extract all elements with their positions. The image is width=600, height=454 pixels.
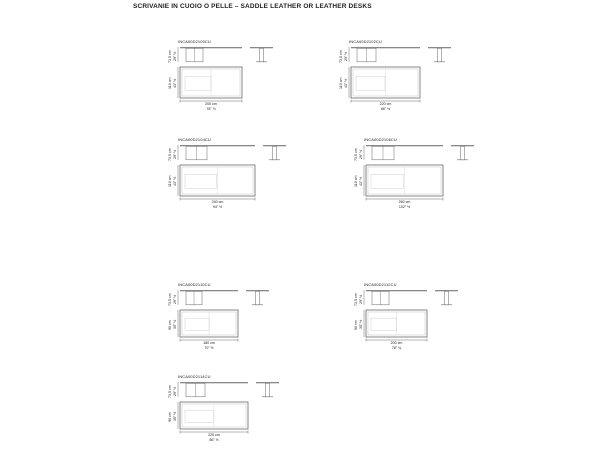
height-in-label: 29" ½ [359, 149, 363, 159]
desk-drawing [168, 137, 298, 217]
plan-pedestal [356, 76, 385, 90]
plan-pedestal [185, 76, 211, 90]
width-in-label: 86" ½ [380, 106, 391, 111]
product-code: INCA00D2114CU [178, 374, 211, 379]
height-in-label: 29" ½ [173, 51, 177, 61]
width-in-label: 78" ¾ [391, 345, 402, 350]
width-cm-label: 260 cm [398, 200, 411, 204]
side-leg [461, 146, 465, 160]
width-cm-label: 220 cm [379, 102, 392, 106]
height-in-label: 29" ½ [173, 149, 177, 159]
width-cm-label: 220 cm [208, 433, 220, 437]
height-in-label: 29" ½ [173, 386, 177, 396]
depth-cm-label: 110 cm [168, 174, 172, 187]
desk-svg [168, 374, 298, 454]
height-cm-label: 73,5 cm [168, 148, 172, 161]
width-in-label: 70" ½ [204, 345, 214, 350]
depth-cm-label: 110 cm [168, 76, 172, 89]
document-title: SCRIVANIE IN CUOIO O PELLE – SADDLE LEATHER OR LEATHER DESKS [133, 3, 372, 10]
height-in-label: 29" ½ [173, 294, 177, 304]
depth-cm-label: 90 cm [168, 411, 172, 422]
desk-drawing [168, 39, 298, 119]
depth-in-label: 43" ½ [173, 176, 177, 186]
side-leg [266, 383, 270, 397]
depth-cm-label: 90 cm [168, 319, 172, 330]
desk-svg [354, 282, 484, 362]
depth-in-label: 43" ½ [344, 78, 348, 88]
side-leg [273, 146, 277, 160]
plan-pedestal [371, 174, 403, 188]
depth-in-label: 43" ½ [359, 176, 363, 186]
depth-in-label: 43" ½ [173, 78, 177, 88]
width-cm-label: 180 cm [203, 341, 215, 345]
plan-pedestal [185, 410, 214, 422]
depth-in-label: 35" ½ [173, 411, 177, 421]
height-in-label: 29" ½ [359, 294, 363, 304]
height-cm-label: 73,5 cm [168, 385, 172, 398]
width-in-label: 102" ½ [398, 204, 411, 209]
depth-cm-label: 90 cm [354, 319, 358, 330]
width-in-label: 86" ½ [209, 437, 219, 442]
desk-drawing [354, 282, 484, 362]
side-leg [438, 48, 442, 62]
height-cm-label: 73,5 cm [168, 293, 172, 306]
depth-in-label: 35" ½ [359, 319, 363, 329]
height-cm-label: 73,5 cm [168, 50, 172, 63]
width-in-label: 78" ¾ [206, 106, 216, 111]
desk-drawing [339, 39, 469, 119]
desk-svg [168, 282, 298, 362]
desk-drawing [168, 282, 298, 362]
height-in-label: 29" ½ [344, 51, 348, 61]
product-code: INCA00D2102CU [349, 39, 382, 44]
side-leg [260, 48, 264, 62]
desk-drawing [168, 374, 298, 454]
product-code: INCA00D2104CU [178, 137, 211, 142]
height-cm-label: 73,5 cm [339, 50, 343, 63]
side-leg [445, 291, 449, 305]
plan-pedestal [185, 318, 209, 330]
width-cm-label: 200 cm [205, 102, 217, 106]
product-code: INCA00D2110CU [178, 282, 211, 287]
width-in-label: 94" ½ [212, 204, 223, 209]
side-leg [256, 291, 260, 305]
plan-pedestal [185, 174, 217, 188]
height-cm-label: 73,5 cm [354, 148, 358, 161]
desk-drawing [354, 137, 484, 217]
plan-pedestal [371, 318, 397, 330]
width-cm-label: 200 cm [390, 341, 403, 345]
depth-in-label: 35" ½ [173, 319, 177, 329]
width-cm-label: 240 cm [211, 200, 224, 204]
product-code: INCA00D2100CU [178, 39, 211, 44]
height-cm-label: 73,5 cm [354, 293, 358, 306]
product-code: INCA00D2106CU [364, 137, 397, 142]
depth-cm-label: 110 cm [354, 174, 358, 187]
product-code: INCA00D2112CU [364, 282, 397, 287]
depth-cm-label: 110 cm [339, 76, 343, 89]
